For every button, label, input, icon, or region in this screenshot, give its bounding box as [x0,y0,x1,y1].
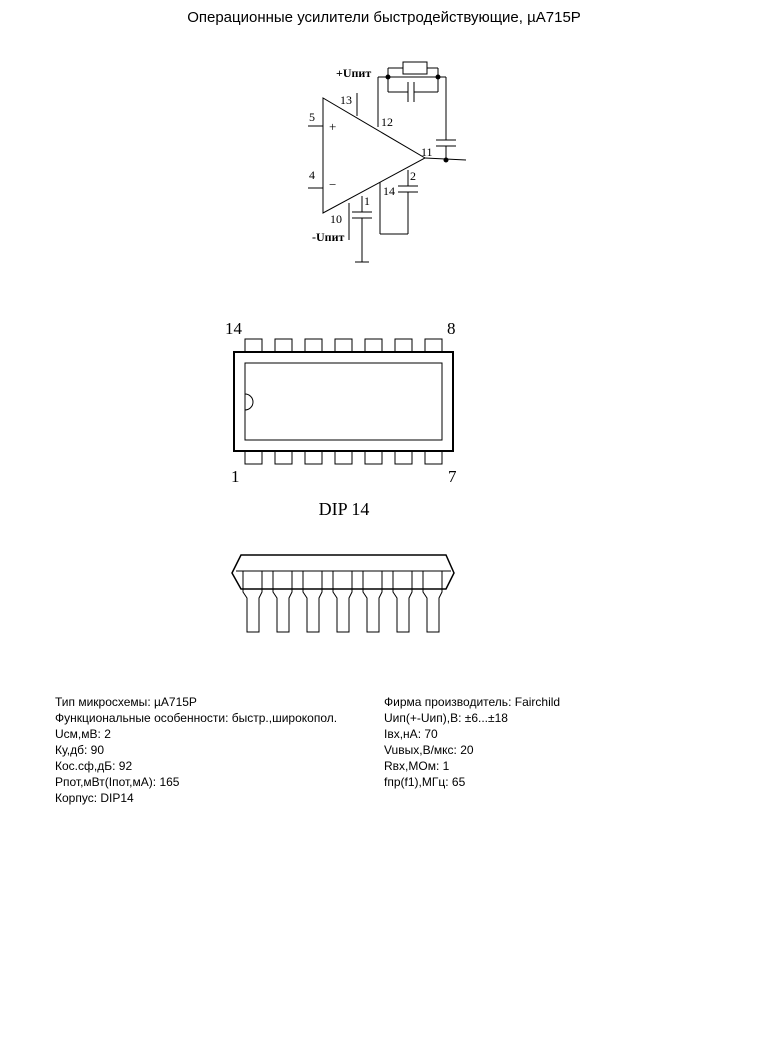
pin-label-10: 10 [330,212,342,226]
pin-label-12: 12 [381,115,393,129]
pin1-notch [245,394,253,410]
minus-input-sign: − [329,177,337,192]
spec-row: Uип(+-Uип),В: ±6...±18 [384,711,508,725]
dip14-side-view [232,555,454,632]
pin-label-1: 1 [364,194,370,208]
pin-number-14: 14 [225,319,242,338]
pin-number-8: 8 [447,319,456,338]
spec-row: Uсм,мВ: 2 [55,727,111,741]
pin-label-4: 4 [309,168,315,182]
spec-row: Rвх,МОм: 1 [384,759,450,773]
package-body-inner [245,363,442,440]
spec-row: Корпус: DIP14 [55,791,134,805]
dip14-top-view [234,339,453,464]
spec-row: Кос.сф,дБ: 92 [55,759,133,773]
spec-column-left [55,694,337,806]
spec-row: Ку,дб: 90 [55,743,105,757]
pin-label-5: 5 [309,110,315,124]
package-body-outer [234,352,453,451]
page-title: Операционные усилители быстродействующие, µA715P [187,9,581,26]
spec-row: Тип микросхемы: µA715P [55,695,197,709]
package-name: DIP 14 [318,499,370,519]
spec-row: Pпот,мВт(Iпот,мА): 165 [55,775,180,789]
vplus-label: +Uпит [336,66,372,80]
vminus-label: -Uпит [312,230,345,244]
spec-column-right [384,694,560,790]
pin-number-7: 7 [448,467,457,486]
pin-label-2: 2 [410,169,416,183]
spec-row: Iвх,нА: 70 [384,727,438,741]
pin-label-13: 13 [340,93,352,107]
spec-row: Vuвых,В/мкс: 20 [384,743,474,757]
plus-input-sign: + [329,119,337,134]
side-leads [243,571,442,632]
pin-number-1: 1 [231,467,240,486]
spec-row: Фирма производитель: Fairchild [384,695,561,709]
pin-label-14: 14 [383,184,395,198]
spec-row: Функциональные особенности: быстр.,широкопол. [55,711,338,725]
compensation-resistor [403,62,427,74]
spec-row: fпр(f1),МГц: 65 [384,775,466,789]
pin-label-11: 11 [421,145,433,159]
package-side-body [232,555,454,589]
opamp-triangle [323,98,425,213]
